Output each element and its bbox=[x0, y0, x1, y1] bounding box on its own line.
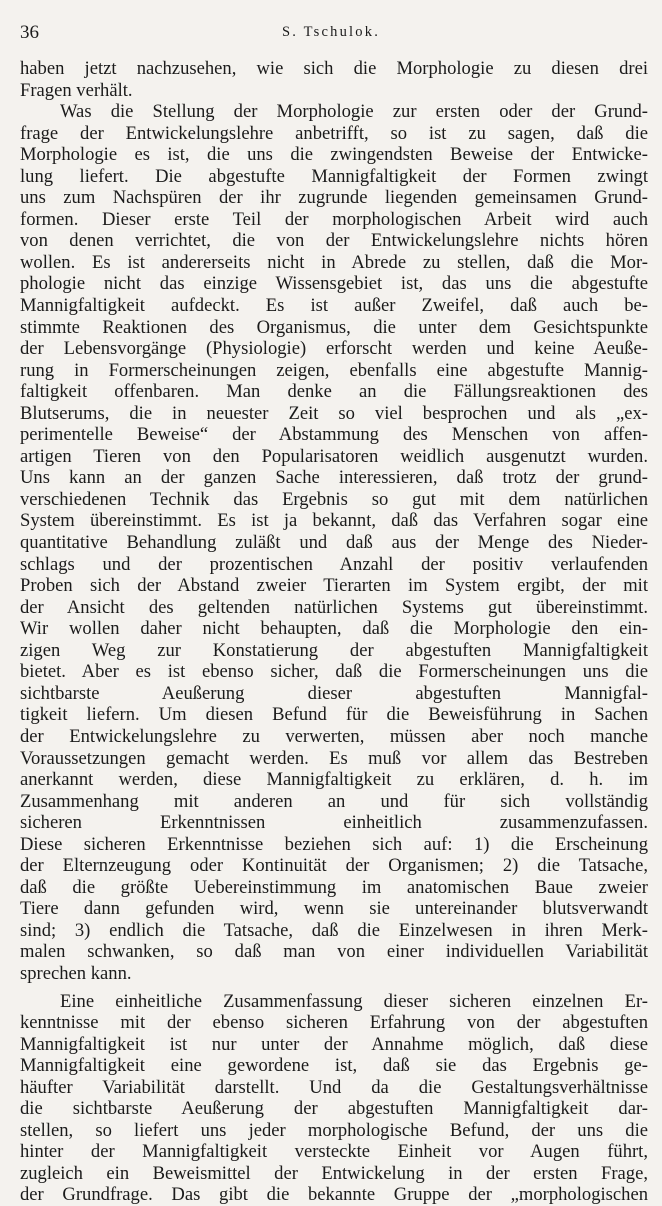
text-line: faltigkeit offenbaren. Man denke an die Fällungsreaktionen des bbox=[20, 381, 648, 403]
text-line: der Grundfrage. Das gibt die bekannte Gruppe der „morphologischen bbox=[20, 1184, 648, 1206]
text-line: Uns kann an der ganzen Sache interessieren, daß trotz der grund- bbox=[20, 467, 648, 489]
text-line: quantitative Behandlung zuläßt und daß aus der Menge des Nieder- bbox=[20, 532, 648, 554]
running-head: S. Tschulok. bbox=[281, 24, 381, 40]
text-line: der Elternzeugung oder Kontinuität der Organismen; 2) die Tatsache, bbox=[20, 855, 648, 877]
text-line: Mannigfaltigkeit aufdeckt. Es ist außer Zweifel, daß auch be- bbox=[20, 295, 648, 317]
text-line: bietet. Aber es ist ebenso sicher, daß die Formerscheinungen uns die bbox=[20, 661, 648, 683]
text-line: sichtbarste Aeußerung dieser abgestuften Mannigfal- bbox=[20, 682, 648, 704]
text-line: kenntnisse mit der ebenso sicheren Erfahrung von der abgestuften bbox=[20, 1012, 648, 1034]
text-line: verschiedenen Technik das Ergebnis so gut mit dem natürlichen bbox=[20, 488, 648, 510]
text-line: der Entwickelungslehre zu verwerten, müssen aber noch manche bbox=[20, 725, 648, 747]
text-line: Mannigfaltigkeit ist nur unter der Annahme möglich, daß diese bbox=[20, 1033, 648, 1055]
text-line: stellen, so liefert uns jeder morphologische Befund, der uns die bbox=[20, 1119, 648, 1141]
text-line: Wir wollen daher nicht behaupten, daß die Morphologie den ein- bbox=[20, 618, 648, 640]
text-line: Fragen verhält. bbox=[20, 79, 133, 101]
text-line: rung in Formerscheinungen zeigen, ebenfalls eine abgestufte Mannig- bbox=[20, 359, 648, 381]
text-line: sind; 3) endlich die Tatsache, daß die Einzelwesen in ihren Merk- bbox=[20, 919, 648, 941]
text-line: die sichtbarste Aeußerung der abgestuften Mannigfaltigkeit dar- bbox=[20, 1098, 648, 1120]
text-line: uns zum Nachspüren der ihr zugrunde liegenden gemeinsamen Grund- bbox=[20, 187, 648, 209]
text-line: phologie nicht das einzige Wissensgebiet ist, das uns die abgestufte bbox=[20, 273, 648, 295]
text-line: frage der Entwickelungslehre anbetrifft, so ist zu sagen, daß die bbox=[20, 122, 648, 144]
text-line: Blutserums, die in neuester Zeit so viel besprochen und als „ex- bbox=[20, 402, 648, 424]
text-line: Voraussetzungen gemacht werden. Es muß vor allem das Bestreben bbox=[20, 747, 648, 769]
page-number: 36 bbox=[20, 22, 39, 43]
body-text bbox=[20, 58, 648, 1206]
text-line: der Lebensvorgänge (Physiologie) erforscht werden und keine Aeuße- bbox=[20, 338, 648, 360]
text-line: Diese sicheren Erkenntnisse beziehen sich auf: 1) die Erscheinung bbox=[20, 833, 648, 855]
text-line: Tiere dann gefunden wird, wenn sie untereinander blutsverwandt bbox=[20, 898, 648, 920]
text-line: artigen Tieren von den Popularisatoren weidlich ausgenutzt wurden. bbox=[20, 445, 648, 467]
text-line: häufter Variabilität darstellt. Und da die Gestaltungsverhältnisse bbox=[20, 1076, 648, 1098]
page-header bbox=[0, 22, 662, 52]
text-line: haben jetzt nachzusehen, wie sich die Morphologie zu diesen drei bbox=[20, 58, 648, 79]
text-line: formen. Dieser erste Teil der morphologischen Arbeit wird auch bbox=[20, 208, 648, 230]
text-line: daß die größte Uebereinstimmung im anatomischen Baue zweier bbox=[20, 876, 648, 898]
text-line: stimmte Reaktionen des Organismus, die unter dem Gesichtspunkte bbox=[20, 316, 648, 338]
text-line: schlags und der prozentischen Anzahl der positiv verlaufenden bbox=[20, 553, 648, 575]
text-line: Was die Stellung der Morphologie zur ersten oder der Grund- bbox=[60, 101, 648, 123]
text-line: hinter der Mannigfaltigkeit versteckte Einheit vor Augen führt, bbox=[20, 1141, 648, 1163]
text-line: anerkannt werden, diese Mannigfaltigkeit zu erklären, d. h. im bbox=[20, 769, 648, 791]
text-line: System übereinstimmt. Es ist ja bekannt, daß das Verfahren sogar eine bbox=[20, 510, 648, 532]
text-line: sprechen kann. bbox=[20, 962, 132, 984]
text-line: zugleich ein Beweismittel der Entwickelung in der ersten Frage, bbox=[20, 1162, 648, 1184]
text-line: Proben sich der Abstand zweier Tierarten im System ergibt, der mit bbox=[20, 575, 648, 597]
text-line: malen schwanken, so daß man von einer individuellen Variabilität bbox=[20, 941, 648, 963]
text-line: von denen verrichtet, die von der Entwickelungslehre nichts hören bbox=[20, 230, 648, 252]
text-line: Eine einheitliche Zusammenfassung dieser sicheren einzelnen Er- bbox=[60, 990, 648, 1012]
text-line: tigkeit liefern. Um diesen Befund für die Beweisführung in Sachen bbox=[20, 704, 648, 726]
text-line: lung liefert. Die abgestufte Mannigfaltigkeit der Formen zwingt bbox=[20, 165, 648, 187]
text-line: zigen Weg zur Konstatierung der abgestuften Mannigfaltigkeit bbox=[20, 639, 648, 661]
text-line: Morphologie es ist, die uns die zwingendsten Beweise der Entwicke- bbox=[20, 144, 648, 166]
text-line: perimentelle Beweise“ der Abstammung des Menschen von affen- bbox=[20, 424, 648, 446]
text-line: der Ansicht des geltenden natürlichen Systems gut übereinstimmt. bbox=[20, 596, 648, 618]
text-line: wollen. Es ist andererseits nicht in Abrede zu stellen, daß die Mor- bbox=[20, 251, 648, 273]
text-line: Mannigfaltigkeit eine gewordene ist, daß sie das Ergebnis ge- bbox=[20, 1055, 648, 1077]
text-line: sicheren Erkenntnissen einheitlich zusammenzufassen. bbox=[20, 812, 648, 834]
text-line: Zusammenhang mit anderen an und für sich vollständig bbox=[20, 790, 648, 812]
